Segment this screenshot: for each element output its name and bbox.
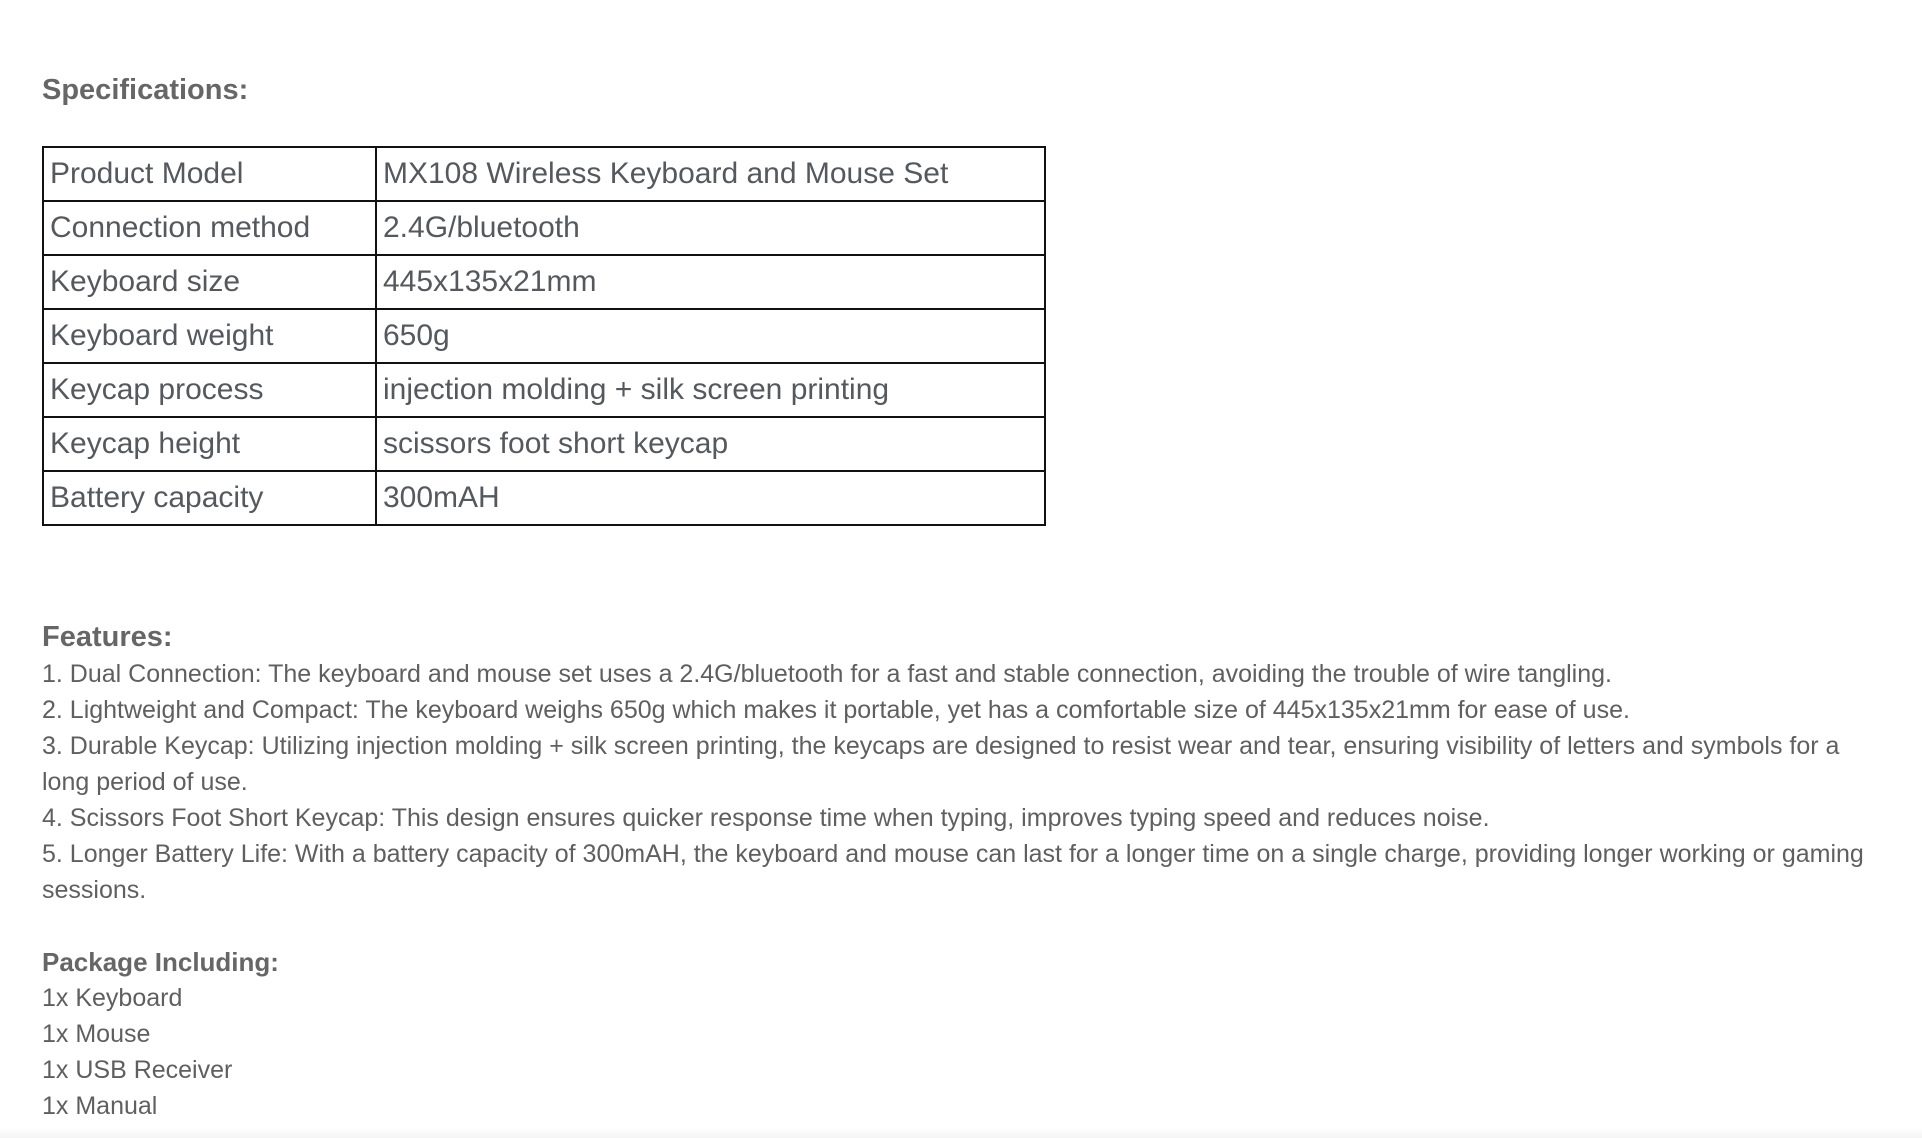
features-heading: Features:	[42, 621, 173, 653]
package-item: 1x Manual	[42, 1092, 158, 1120]
spec-value: scissors foot short keycap	[376, 417, 1045, 471]
table-row	[43, 255, 1045, 309]
spec-value: 300mAH	[376, 471, 1045, 525]
features-section	[42, 618, 1882, 908]
package-section	[42, 944, 279, 1124]
spec-label: Battery capacity	[43, 471, 376, 525]
package-heading: Package Including:	[42, 947, 279, 977]
spec-value: 650g	[376, 309, 1045, 363]
table-row	[43, 309, 1045, 363]
package-item: 1x USB Receiver	[42, 1056, 233, 1084]
spec-label: Keyboard weight	[43, 309, 376, 363]
feature-item: 3. Durable Keycap: Utilizing injection molding + silk screen printing, the keycaps are designed to resist wear and tear, ensuring visibility of letters and symbols for a long period of use.	[42, 732, 1840, 796]
product-description	[42, 70, 1882, 1120]
table-row	[43, 417, 1045, 471]
specifications-heading: Specifications:	[42, 74, 249, 106]
package-item: 1x Keyboard	[42, 984, 183, 1012]
table-row	[43, 363, 1045, 417]
page-bottom-divider	[0, 1128, 1922, 1138]
spec-label: Keycap process	[43, 363, 376, 417]
feature-item: 1. Dual Connection: The keyboard and mouse set uses a 2.4G/bluetooth for a fast and stable connection, avoiding the trouble of wire tangling.	[42, 660, 1612, 688]
package-item: 1x Mouse	[42, 1020, 151, 1048]
table-row	[43, 471, 1045, 525]
spec-value: 445x135x21mm	[376, 255, 1045, 309]
table-row	[43, 201, 1045, 255]
spec-label: Keycap height	[43, 417, 376, 471]
table-row	[43, 147, 1045, 201]
spec-label: Product Model	[43, 147, 376, 201]
spec-label: Connection method	[43, 201, 376, 255]
feature-item: 5. Longer Battery Life: With a battery capacity of 300mAH, the keyboard and mouse can last for a longer time on a single charge, providing longer working or gaming sessions.	[42, 840, 1864, 904]
spec-value: 2.4G/bluetooth	[376, 201, 1045, 255]
spec-value: injection molding + silk screen printing	[376, 363, 1045, 417]
feature-item: 2. Lightweight and Compact: The keyboard weighs 650g which makes it portable, yet has a comfortable size of 445x135x21mm for ease of use.	[42, 696, 1630, 724]
spec-value: MX108 Wireless Keyboard and Mouse Set	[376, 147, 1045, 201]
feature-item: 4. Scissors Foot Short Keycap: This design ensures quicker response time when typing, improves typing speed and reduces noise.	[42, 804, 1490, 832]
spec-label: Keyboard size	[43, 255, 376, 309]
specifications-table	[42, 146, 1046, 526]
